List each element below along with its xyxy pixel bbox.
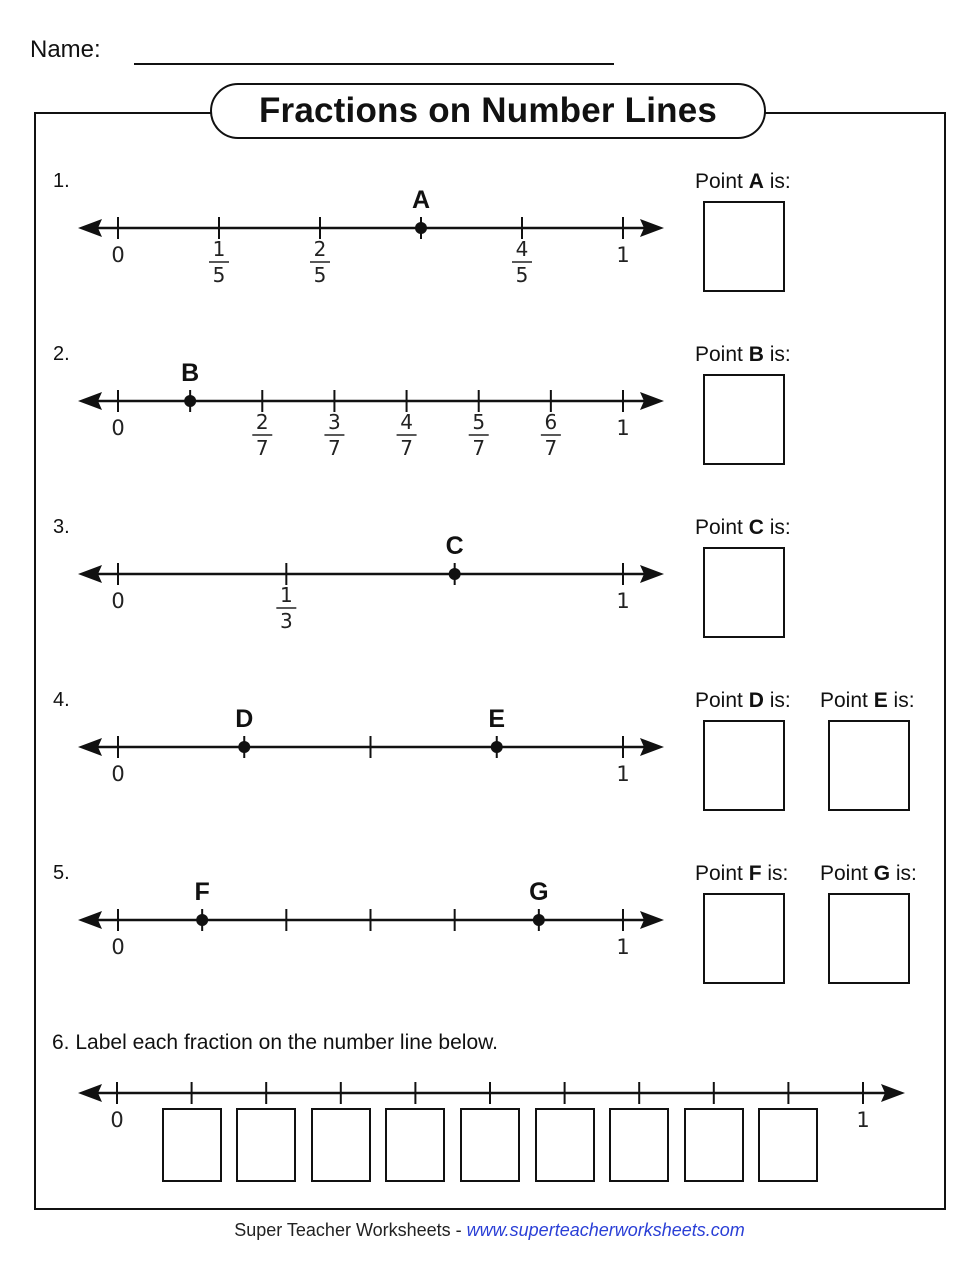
problem-6-answer-box-9[interactable] [758,1108,818,1182]
problem-4-end-label: 1 [616,762,630,786]
problem-3-number-line [70,516,670,633]
point-c-answer-box[interactable] [703,547,785,638]
problem-2-fraction-denominator: 7 [328,436,341,460]
point-e-answer-box[interactable] [828,720,910,811]
problem-6-answer-box-6[interactable] [535,1108,595,1182]
answer-label-suffix: is: [887,689,915,712]
point-b-answer-label [695,343,791,367]
problem-5-number-line [70,862,670,972]
answer-label-suffix: is: [890,862,917,885]
problem-1-fraction-numerator: 1 [212,237,226,261]
problem-5-start-label: 0 [111,935,125,959]
point-f-answer-label [695,862,788,886]
point-c-dot [449,568,461,580]
answer-label-letter: C [748,516,764,539]
point-f-dot [196,914,208,926]
point-e-answer-label [820,689,915,713]
point-f-label: F [194,878,210,906]
point-g-answer-box[interactable] [828,893,910,984]
point-c-label: C [445,532,464,560]
problem-2-fraction-denominator: 7 [472,436,486,460]
problem-6-answer-box-8[interactable] [684,1108,744,1182]
problem-6-end-label: 1 [856,1108,870,1132]
problem-3-fraction-denominator: 3 [279,609,293,633]
answer-label-letter: E [873,689,888,712]
point-c-answer-label [695,516,791,540]
problem-3-start-label: 0 [111,589,125,613]
problem-1-number: 1. [53,170,70,192]
point-d-dot [238,741,250,753]
answer-label-letter: G [873,862,891,885]
problem-2-fraction-denominator: 7 [400,436,413,460]
answer-label-prefix: Point [695,862,749,885]
point-b-answer-box[interactable] [703,374,785,465]
answer-label-prefix: Point [695,689,749,712]
point-e-dot [491,741,503,753]
answer-label-prefix: Point [820,689,874,712]
problem-6-answer-box-7[interactable] [609,1108,669,1182]
page-title-text: Fractions on Number Lines [258,91,718,130]
problem-2-fraction-numerator: 6 [544,410,558,434]
problem-2-number: 2. [53,343,70,365]
problem-5-end-label: 1 [616,935,630,959]
point-g-label: G [529,878,549,906]
problem-1-fraction-numerator: 4 [515,237,529,261]
problem-2-fraction-denominator: 7 [255,436,269,460]
problem-1-start-label: 0 [111,243,125,267]
answer-label-suffix: is: [763,170,791,193]
problem-6-start-label: 0 [110,1108,124,1132]
point-a-dot [415,222,427,234]
problem-6-heading [52,1031,498,1055]
problem-6-answer-box-3[interactable] [311,1108,371,1182]
problem-2-fraction-numerator: 5 [472,410,486,434]
problem-2-fraction-numerator: 2 [255,410,269,434]
answer-label-letter: B [748,343,764,366]
problem-2-fraction-numerator: 4 [400,410,413,434]
answer-label-prefix: Point [695,516,749,539]
problem-5-number: 5. [53,862,70,884]
answer-label-suffix: is: [761,862,789,885]
problem-4-number-line [70,689,670,799]
problem-3-number: 3. [53,516,70,538]
problem-6-answer-box-2[interactable] [236,1108,296,1182]
problem-3-end-label: 1 [616,589,630,613]
point-g-answer-label [820,862,917,886]
problem-6-answer-box-4[interactable] [385,1108,445,1182]
problem-4-start-label: 0 [111,762,125,786]
footer-text: Super Teacher Worksheets - [234,1220,467,1240]
footer [0,1220,979,1241]
point-a-answer-label [695,170,791,194]
name-label: Name: [30,36,101,63]
name-line[interactable] [134,63,614,65]
point-d-answer-label [695,689,791,713]
problem-1-number-line [70,170,670,287]
answer-label-letter: D [748,689,764,712]
problem-2-number-line [70,343,670,460]
point-b-dot [184,395,196,407]
answer-label-suffix: is: [763,516,791,539]
answer-label-suffix: is: [763,343,791,366]
problem-2-start-label: 0 [111,416,125,440]
problem-1-fraction-denominator: 5 [212,263,226,287]
point-d-label: D [235,705,254,733]
problem-2-end-label: 1 [616,416,630,440]
answer-label-prefix: Point [820,862,874,885]
problem-1-fraction-numerator: 2 [313,237,327,261]
page-title [210,83,766,139]
problem-4-number: 4. [53,689,70,711]
problem-6-answer-box-5[interactable] [460,1108,520,1182]
problem-6-instruction: Label each fraction on the number line below. [75,1031,498,1054]
point-b-label: B [181,359,200,387]
answer-label-prefix: Point [695,343,749,366]
problem-1-end-label: 1 [616,243,630,267]
point-a-answer-box[interactable] [703,201,785,292]
answer-label-letter: A [748,170,764,193]
answer-label-letter: F [748,862,762,885]
problem-2-fraction-numerator: 3 [328,410,341,434]
problem-1-fraction-denominator: 5 [515,263,529,287]
problem-1-fraction-denominator: 5 [313,263,327,287]
point-a-label: A [411,186,431,214]
point-e-label: E [488,705,506,733]
problem-2-fraction-denominator: 7 [544,436,558,460]
footer-url[interactable]: www.superteacherworksheets.com [466,1220,745,1240]
point-f-answer-box[interactable] [703,893,785,984]
answer-label-suffix: is: [763,689,791,712]
point-g-dot [533,914,545,926]
problem-6-number: 6. [52,1031,70,1054]
answer-label-prefix: Point [695,170,749,193]
problem-6-answer-box-1[interactable] [162,1108,222,1182]
point-d-answer-box[interactable] [703,720,785,811]
problem-3-fraction-numerator: 1 [279,583,293,607]
